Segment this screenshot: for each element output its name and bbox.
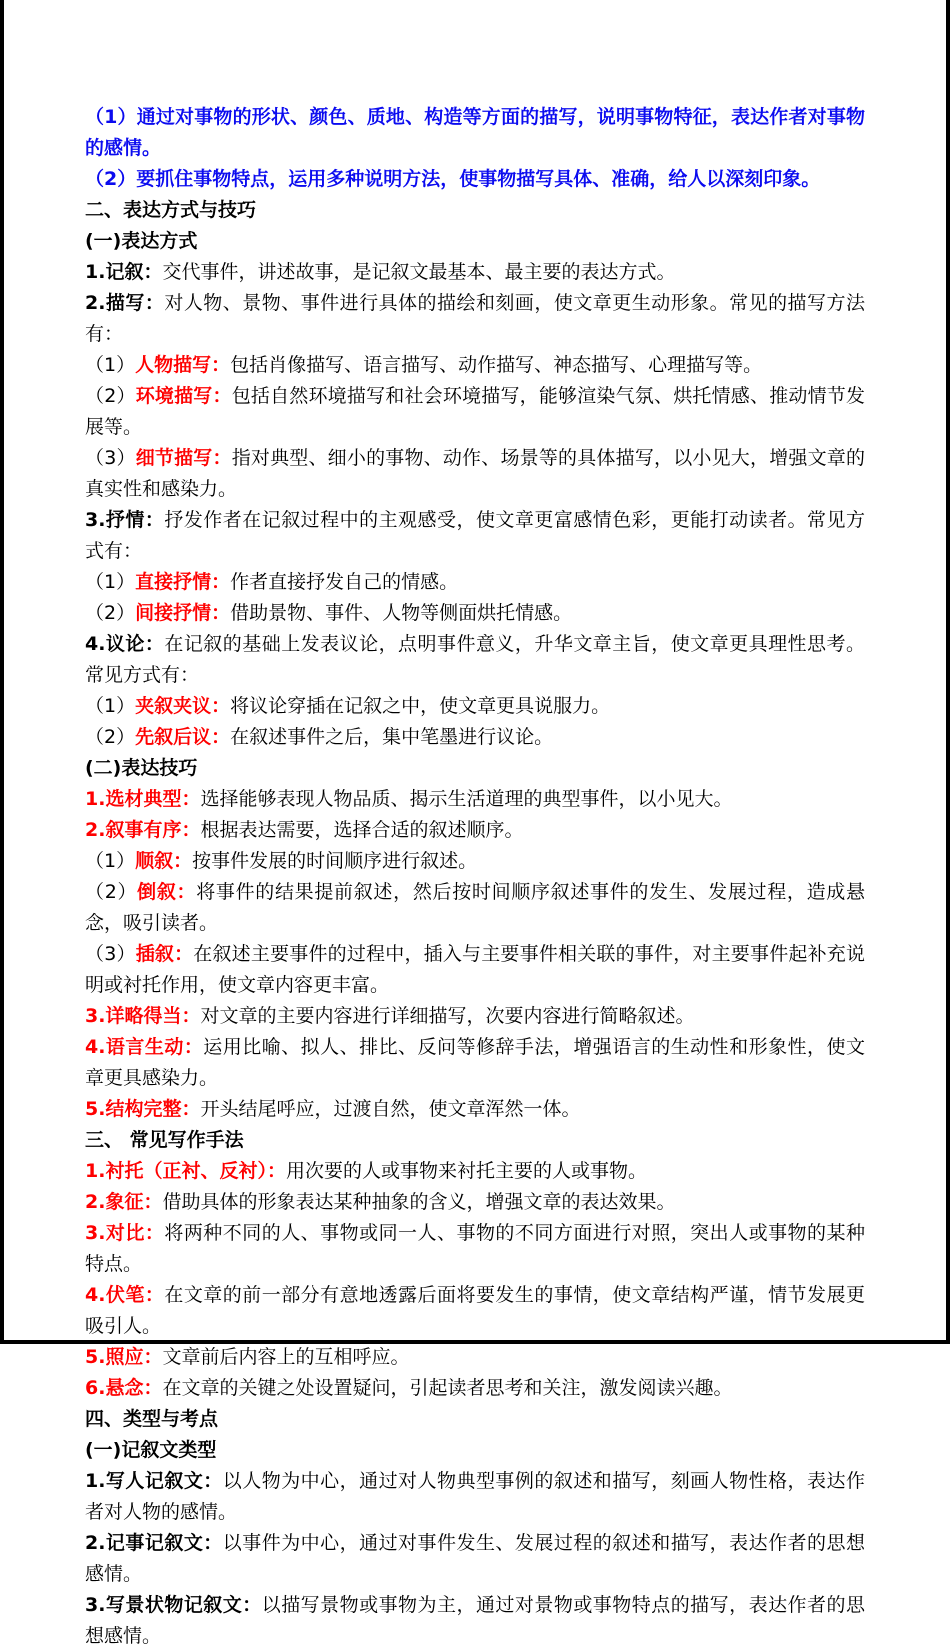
text-run: 直接抒情：: [135, 571, 231, 593]
item-miaoxie: [85, 288, 865, 350]
item-zhaoying: [85, 1342, 865, 1373]
text-run: 将议论穿插在记叙之中，使文章更具说服力。: [230, 695, 611, 717]
text-run: 包括自然环境描写和社会环境描写，能够渲染气氛、烘托情感、推动情节发展等。: [85, 385, 865, 438]
item-yuyan-shengdong: [85, 1032, 865, 1094]
item-daoxu: [85, 877, 865, 939]
text-run: 夹叙夹议：: [135, 695, 231, 717]
item-jixu: [85, 257, 865, 288]
text-run: 2.描写：: [85, 292, 165, 314]
text-run: 开头结尾呼应，过渡自然，使文章浑然一体。: [200, 1098, 581, 1120]
text-run: （2）: [85, 881, 138, 903]
item-xiejing-zhuangwu-jixuwen: [85, 1590, 865, 1652]
item-chentuo: [85, 1156, 865, 1187]
item-duibi: [85, 1218, 865, 1280]
text-run: （2）: [85, 385, 136, 407]
text-run: 3.抒情：: [85, 509, 165, 531]
text-run: (一)表达方式: [85, 230, 198, 252]
text-run: 在叙述主要事件的过程中，插入与主要事件相关联的事件，对主要事件起补充说明或衬托作用，使文章内容更丰富。: [85, 943, 865, 996]
text-run: （1）: [85, 571, 136, 593]
text-run: 运用比喻、拟人、排比、反问等修辞手法，增强语言的生动性和形象性，使文章更具感染力。: [85, 1036, 865, 1089]
text-run: 指对典型、细小的事物、动作、场景等的具体描写，以小见大，增强文章的真实性和感染力。: [85, 447, 865, 500]
item-chaxu: [85, 939, 865, 1001]
text-run: 4.语言生动：: [85, 1036, 204, 1058]
document-body: [85, 102, 865, 1652]
text-run: 在叙述事件之后，集中笔墨进行议论。: [230, 726, 554, 748]
item-jishi-jixuwen: [85, 1528, 865, 1590]
text-run: 以事件为中心，通过对事件发生、发展过程的叙述和描写，表达作者的思想感情。: [85, 1532, 865, 1585]
heading-section-2-2: [85, 753, 865, 784]
text-run: 3.写景状物记叙文：: [85, 1594, 262, 1616]
text-run: 借助具体的形象表达某种抽象的含义，增强文章的表达效果。: [162, 1191, 676, 1213]
text-run: 1.写人记叙文：: [85, 1470, 223, 1492]
text-run: （1）通过对事物的形状、颜色、质地、构造等方面的描写，说明事物特征，表达作者对事物的感情。: [85, 106, 865, 159]
text-run: 作者直接抒发自己的情感。: [230, 571, 459, 593]
text-run: 包括肖像描写、语言描写、动作描写、神态描写、心理描写等。: [230, 354, 763, 376]
text-run: （2）要抓住事物特点，运用多种说明方法，使事物描写具体、准确，给人以深刻印象。: [85, 168, 821, 190]
text-run: 倒叙：: [137, 881, 197, 903]
text-run: 顺叙：: [135, 850, 193, 872]
text-run: 插叙：: [135, 943, 194, 965]
heading-section-3: [85, 1125, 865, 1156]
item-xianglue-dedang: [85, 1001, 865, 1032]
text-run: 交代事件，讲述故事，是记叙文最基本、最主要的表达方式。: [162, 261, 676, 283]
item-shunxu: [85, 846, 865, 877]
text-run: 5.照应：: [85, 1346, 163, 1368]
text-run: 以描写景物或事物为主，通过对景物或事物特点的描写，表达作者的思想感情。: [85, 1594, 865, 1647]
text-run: 抒发作者在记叙过程中的主观感受，使文章更富感情色彩，更能打动读者。常见方式有：: [85, 509, 865, 562]
heading-section-4: [85, 1404, 865, 1435]
text-run: (二)表达技巧: [85, 757, 198, 779]
item-xuancai-dianxing: [85, 784, 865, 815]
text-run: 1.记叙：: [85, 261, 163, 283]
text-run: 2.象征：: [85, 1191, 163, 1213]
text-run: 二、表达方式与技巧: [85, 199, 257, 221]
text-run: （1）: [85, 850, 136, 872]
text-run: 间接抒情：: [135, 602, 231, 624]
text-run: (一)记叙文类型: [85, 1439, 217, 1461]
text-run: 4.议论：: [85, 633, 165, 655]
text-run: 2.叙事有序：: [85, 819, 201, 841]
text-run: （2）: [85, 602, 136, 624]
text-run: 在文章的前一部分有意地透露后面将要发生的事情，使文章结构严谨，情节发展更吸引人。: [85, 1284, 865, 1337]
text-run: 将两种不同的人、事物或同一人、事物的不同方面进行对照，突出人或事物的某种特点。: [85, 1222, 865, 1275]
text-run: 用次要的人或事物来衬托主要的人或事物。: [285, 1160, 647, 1182]
text-run: 选择能够表现人物品质、揭示生活道理的典型事件，以小见大。: [200, 788, 733, 810]
item-xiangzheng: [85, 1187, 865, 1218]
text-run: （2）: [85, 726, 136, 748]
text-run: 以人物为中心，通过对人物典型事例的叙述和描写，刻画人物性格，表达作者对人物的感情。: [85, 1470, 865, 1523]
heading-section-2-1: [85, 226, 865, 257]
text-run: 将事件的结果提前叙述，然后按时间顺序叙述事件的发生、发展过程，造成悬念，吸引读者。: [85, 881, 865, 934]
text-run: 5.结构完整：: [85, 1098, 201, 1120]
text-run: 先叙后议：: [135, 726, 231, 748]
item-xuannian: [85, 1373, 865, 1404]
item-renwu-miaoxie: [85, 350, 865, 381]
text-run: 环境描写：: [135, 385, 232, 407]
text-run: 细节描写：: [135, 447, 232, 469]
text-run: 1.选材典型：: [85, 788, 201, 810]
text-run: 3.详略得当：: [85, 1005, 201, 1027]
item-fubi: [85, 1280, 865, 1342]
text-run: 三、 常见写作手法: [85, 1129, 244, 1151]
text-run: 对文章的主要内容进行详细描写，次要内容进行简略叙述。: [200, 1005, 695, 1027]
item-jiaxu-jiayi: [85, 691, 865, 722]
text-run: 四、类型与考点: [85, 1408, 219, 1430]
heading-section-2: [85, 195, 865, 226]
item-yilun: [85, 629, 865, 691]
text-run: （1）: [85, 695, 136, 717]
item-jiegou-wanzheng: [85, 1094, 865, 1125]
heading-section-4-1: [85, 1435, 865, 1466]
item-shuqing: [85, 505, 865, 567]
note-line-2: [85, 164, 865, 195]
item-xijie-miaoxie: [85, 443, 865, 505]
text-run: 4.伏笔：: [85, 1284, 165, 1306]
item-xieren-jixuwen: [85, 1466, 865, 1528]
text-run: 在文章的关键之处设置疑问，引起读者思考和关注，激发阅读兴趣。: [162, 1377, 733, 1399]
text-run: 借助景物、事件、人物等侧面烘托情感。: [230, 602, 573, 624]
item-jianjie-shuqing: [85, 598, 865, 629]
text-run: 1.衬托（正衬、反衬）：: [85, 1160, 286, 1182]
text-run: 6.悬念：: [85, 1377, 163, 1399]
text-run: 按事件发展的时间顺序进行叙述。: [192, 850, 478, 872]
text-run: 3.对比：: [85, 1222, 165, 1244]
text-run: 对人物、景物、事件进行具体的描绘和刻画，使文章更生动形象。常见的描写方法有：: [85, 292, 865, 345]
text-run: 人物描写：: [135, 354, 231, 376]
text-run: 2.记事记叙文：: [85, 1532, 223, 1554]
note-line-1: [85, 102, 865, 164]
item-xushi-youxu: [85, 815, 865, 846]
item-huanjing-miaoxie: [85, 381, 865, 443]
item-xianxu-houyi: [85, 722, 865, 753]
text-run: 在记叙的基础上发表议论，点明事件意义，升华文章主旨，使文章更具理性思考。常见方式有：: [85, 633, 865, 686]
text-run: 文章前后内容上的互相呼应。: [162, 1346, 410, 1368]
text-run: （3）: [85, 447, 136, 469]
text-run: 根据表达需要，选择合适的叙述顺序。: [200, 819, 524, 841]
text-run: （1）: [85, 354, 136, 376]
item-zhijie-shuqing: [85, 567, 865, 598]
text-run: （3）: [85, 943, 136, 965]
